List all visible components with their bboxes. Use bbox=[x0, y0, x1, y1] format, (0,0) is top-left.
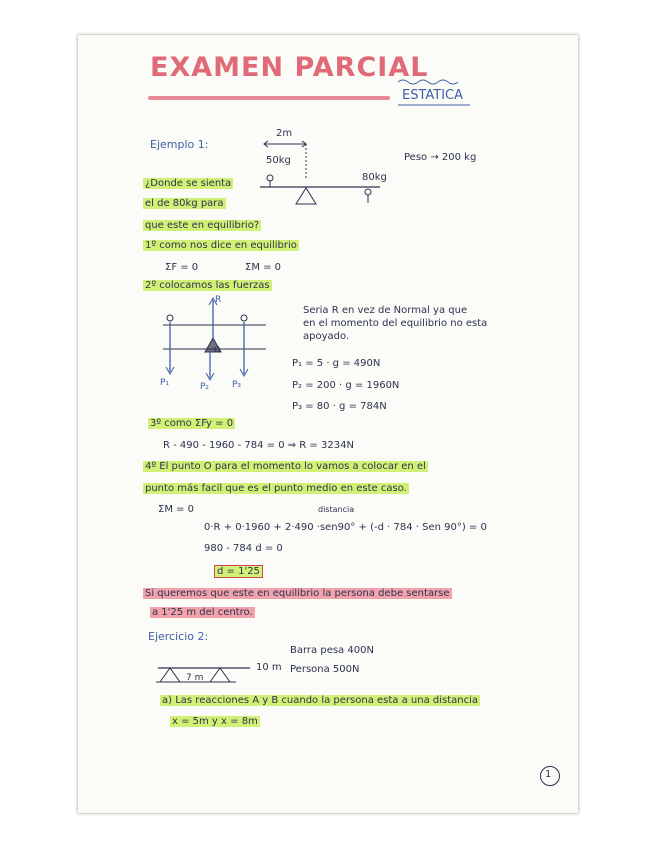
seesaw-pivot bbox=[296, 188, 316, 204]
question-text2: el de 80kg para bbox=[145, 198, 224, 209]
bar-length: 10 m bbox=[256, 662, 282, 673]
bar-weight: Barra pesa 400N bbox=[290, 645, 374, 656]
note-line1: Seria R en vez de Normal ya que bbox=[303, 305, 468, 316]
diagram-person3-icon bbox=[241, 315, 247, 321]
step4-text2: punto más facil que es el punto medio en este caso. bbox=[145, 483, 407, 494]
example1-label: Ejemplo 1: bbox=[150, 138, 209, 151]
step3-text: 3º como ΣFy = 0 bbox=[150, 418, 234, 429]
step1-text: 1º como nos dice en equilibrio bbox=[145, 240, 297, 251]
p3-formula: P₃ = 80 · g = 784N bbox=[292, 401, 387, 412]
sum-moments-2: ΣM = 0 bbox=[158, 504, 195, 515]
note-line2: en el momento del equilibrio no esta bbox=[303, 318, 488, 329]
subtitle-squiggle bbox=[398, 80, 458, 84]
mass2-label: 80kg bbox=[362, 172, 387, 183]
conclusion-text1: Si queremos que este en equilibrio la persona debe sentarse bbox=[145, 588, 450, 599]
force-pivot bbox=[205, 338, 221, 352]
exercise2-label: Ejercicio 2: bbox=[148, 630, 209, 643]
d-result: d = 1'25 bbox=[214, 565, 263, 578]
diagram-p1-label: P₁ bbox=[160, 378, 170, 388]
page-title: EXAMEN PARCIAL bbox=[150, 52, 429, 83]
conclusion-text2: a 1'25 m del centro. bbox=[152, 607, 253, 618]
person1-icon bbox=[267, 175, 273, 181]
sum-forces: ΣF = 0 bbox=[165, 262, 199, 273]
p2-formula: P₂ = 200 · g = 1960N bbox=[292, 380, 400, 391]
page-number: 1 bbox=[545, 769, 552, 780]
diagram-p3-label: P₃ bbox=[232, 380, 242, 390]
moment-simplified: 980 - 784 d = 0 bbox=[204, 543, 283, 554]
moment-equation: 0·R + 0·1960 + 2·490 ·sen90° + (-d · 784 · Sen 90°) = 0 bbox=[204, 522, 487, 533]
distance-label: 2m bbox=[276, 128, 293, 139]
question-a-text1: a) Las reacciones A y B cuando la persona esta a una distancia bbox=[162, 695, 479, 706]
ex2-support-a bbox=[160, 668, 180, 682]
distance-annotation: distancia bbox=[318, 505, 355, 514]
step2-text: 2º colocamos las fuerzas bbox=[145, 280, 270, 291]
support-distance: 7 m bbox=[186, 673, 204, 683]
diagram-p2-label: P₂ bbox=[200, 382, 210, 392]
p1-formula: P₁ = 5 · g = 490N bbox=[292, 358, 381, 369]
r-calculation: R - 490 - 1960 - 784 = 0 ⇒ R = 3234N bbox=[163, 440, 354, 451]
sum-moments: ΣM = 0 bbox=[245, 262, 282, 273]
question-a-text2: x = 5m y x = 8m bbox=[172, 716, 258, 727]
step4-text1: 4º El punto O para el momento lo vamos a colocar en el bbox=[145, 461, 426, 472]
diagram-r-label: R bbox=[215, 295, 222, 305]
person2-icon bbox=[365, 189, 371, 195]
ex2-support-b bbox=[210, 668, 230, 682]
mass1-label: 50kg bbox=[266, 155, 291, 166]
diagram-person1-icon bbox=[167, 315, 173, 321]
note-line3: apoyado. bbox=[303, 331, 350, 342]
question-text3: que este en equilibrio? bbox=[145, 220, 260, 231]
question-text1: ¿Donde se sienta bbox=[145, 178, 232, 189]
person-weight: Persona 500N bbox=[290, 664, 360, 675]
weight-label: Peso → 200 kg bbox=[404, 152, 477, 163]
page-subtitle: ESTATICA bbox=[402, 88, 464, 103]
